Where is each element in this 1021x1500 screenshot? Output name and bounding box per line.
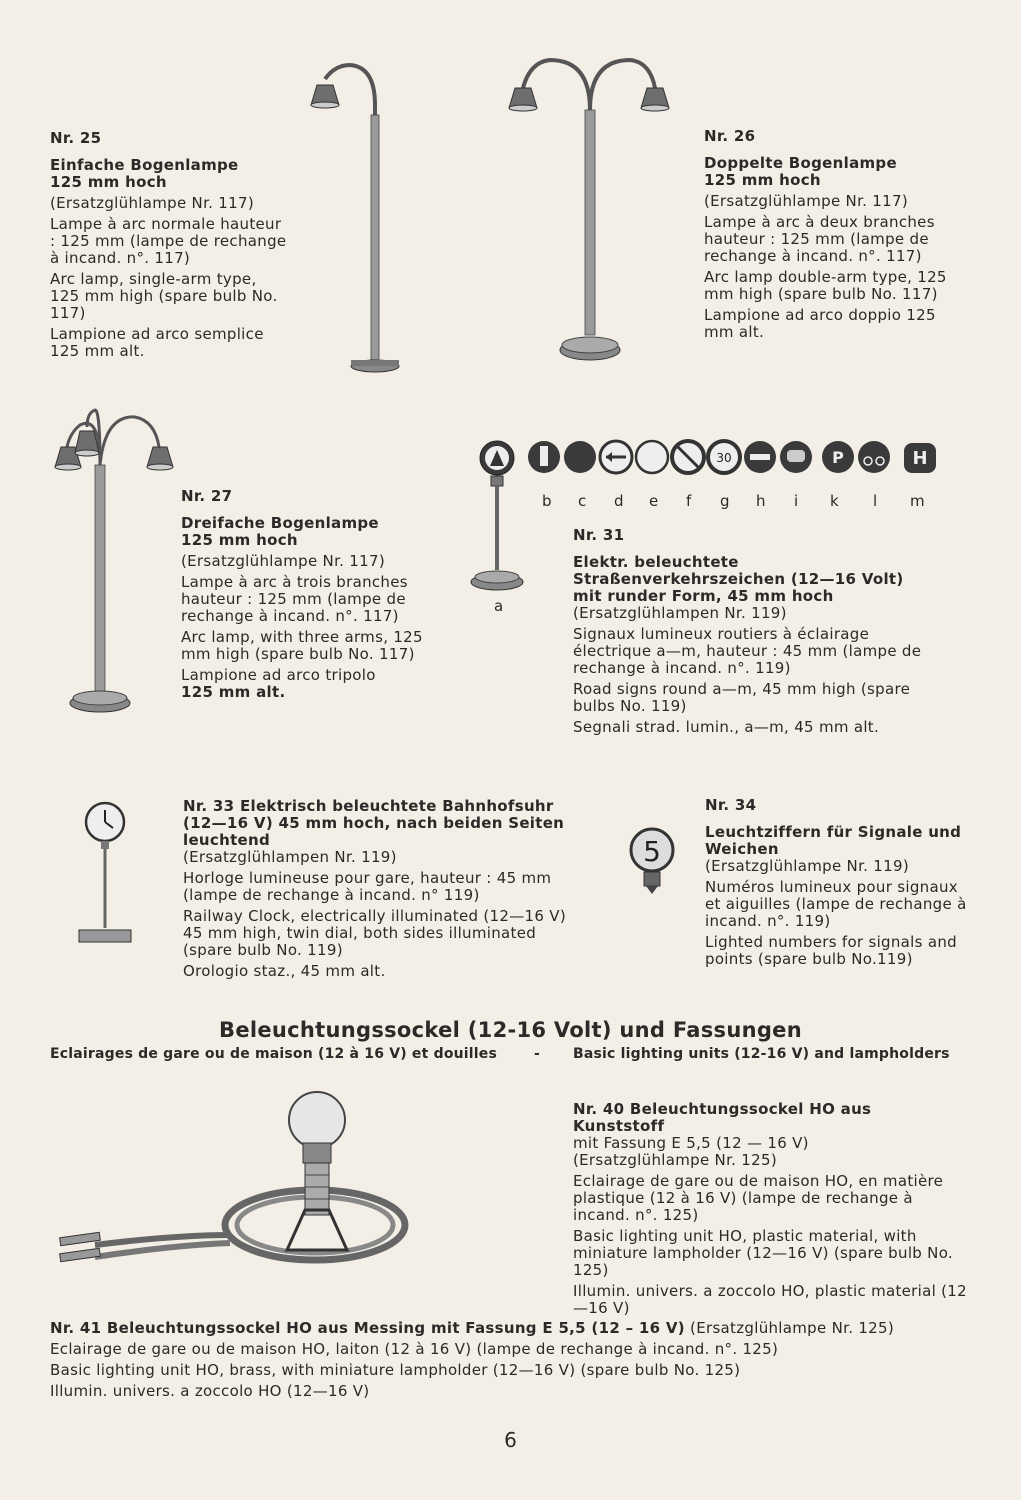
sign-l-icon (858, 441, 890, 473)
svg-text:30: 30 (716, 451, 732, 465)
sign-letter: c (578, 492, 587, 510)
product-title: Doppelte Bogenlampe (704, 154, 897, 172)
product-nr41 (50, 1318, 950, 1402)
lighting-unit-illustration (55, 1085, 415, 1285)
product-height: 125 mm hoch (181, 531, 298, 549)
station-clock-illustration (75, 800, 145, 950)
sign-h-icon (744, 441, 776, 473)
sign-i-icon (780, 441, 812, 473)
product-nr34 (705, 797, 975, 972)
product-title (183, 798, 583, 849)
description-fr: Signaux lumineux routiers à éclairage électrique a—m, hauteur : 45 mm (lampe de rechange à incand. n°. 119) (573, 625, 922, 677)
sign-letter: k (830, 492, 839, 510)
description-fr: Lampe à arc à trois branches hauteur : 125 mm (lampe de rechange à incand. n°. 117) (181, 573, 408, 625)
product-nr40 (573, 1101, 968, 1321)
product-nr31 (573, 527, 933, 740)
product-title-line (50, 1318, 950, 1339)
product-title: Dreifache Bogenlampe (181, 514, 379, 532)
product-height: 125 mm hoch (704, 171, 821, 189)
lighted-number-illustration (628, 822, 678, 902)
product-number: Nr. 33 (183, 797, 235, 815)
svg-text:H: H (912, 448, 928, 469)
description-en: Arc lamp, single-arm type, 125 mm high (spare bulb No. 117) (50, 270, 278, 322)
description-fr: Lampe à arc normale hauteur : 125 mm (lampe de rechange à incand. n°. 117) (50, 215, 287, 267)
spare-bulb-note: (Ersatzglühlampe Nr. 117) (50, 194, 254, 212)
product-subtitle: mit Fassung E 5,5 (12 — 16 V) (573, 1134, 809, 1152)
product-title: Einfache Bogenlampe (50, 156, 239, 174)
svg-text:5: 5 (643, 835, 661, 868)
sign-letter: b (542, 492, 552, 510)
page-number: 6 (504, 1428, 517, 1452)
sign-c-icon (564, 441, 596, 473)
description-it-height: 125 mm alt. (181, 683, 286, 701)
description-fr: Eclairage de gare ou de maison HO, laiton (12 à 16 V) (lampe de rechange à incand. n°. 125) (50, 1340, 779, 1358)
spare-bulb-note: (Ersatzglühlampe Nr. 117) (181, 552, 385, 570)
product-nr27 (181, 488, 441, 701)
description-it: Lampione ad arco tripolo (181, 666, 376, 684)
description-fr: Lampe à arc à deux branches hauteur : 125 mm (lampe de rechange à incand. n°. 117) (704, 213, 935, 265)
section-subheading-fr: Eclairages de gare ou de maison (12 à 16 V) et douilles (50, 1046, 498, 1062)
description-it: Orologio staz., 45 mm alt. (183, 962, 386, 980)
product-nr25 (50, 130, 290, 364)
description-en: Basic lighting unit HO, plastic material, with miniature lampholder (12—16 V) (spare bulb No. 125) (573, 1227, 953, 1279)
description-it: Illumin. univers. a zoccolo HO, plastic material (12—16 V) (573, 1282, 967, 1317)
spare-bulb-note: (Ersatzglühlampen Nr. 119) (573, 604, 787, 622)
spare-bulb-note: (Ersatzglühlampe Nr. 125) (690, 1319, 895, 1337)
description-it: Segnali strad. lumin., a—m, 45 mm alt. (573, 718, 880, 736)
product-title-text: Elektrisch beleuchtete Bahnhofsuhr (12—16 V) 45 mm hoch, nach beiden Seiten leuchtend (183, 797, 565, 849)
sign-k-icon (822, 441, 854, 473)
sign-label-a: a (494, 597, 504, 615)
sign-letter: e (649, 492, 659, 510)
sign-letter: m (910, 492, 925, 510)
product-height: 125 mm hoch (50, 173, 167, 191)
sign-d-icon (600, 441, 632, 473)
description-it: Lampione ad arco semplice 125 mm alt. (50, 325, 264, 360)
spare-bulb-note: (Ersatzglühlampe Nr. 119) (705, 857, 909, 875)
description-en: Arc lamp double-arm type, 125 mm high (spare bulb No. 117) (704, 268, 947, 303)
sign-letter: g (720, 492, 730, 510)
sign-m-icon (904, 443, 936, 473)
description-it: Illumin. univers. a zoccolo HO (12—16 V) (50, 1382, 370, 1400)
product-number: Nr. 27 (181, 487, 233, 505)
sign-letter: l (873, 492, 878, 510)
product-title: Nr. 41 Beleuchtungssockel HO aus Messing mit Fassung E 5,5 (12 – 16 V) (50, 1319, 685, 1337)
description-it: Lampione ad arco doppio 125 mm alt. (704, 306, 936, 341)
sign-f-icon (672, 441, 704, 473)
section-subheading-separator: - (534, 1046, 541, 1062)
description-en: Lighted numbers for signals and points (spare bulb No.119) (705, 933, 957, 968)
product-nr26 (704, 128, 954, 345)
section-heading: Beleuchtungssockel (12-16 Volt) und Fassungen (219, 1018, 802, 1042)
product-nr33 (183, 798, 583, 984)
product-title: Leuchtziffern für Signale und Weichen (705, 823, 962, 858)
sign-letter: h (756, 492, 766, 510)
product-number: Nr. 26 (704, 127, 756, 145)
description-fr: Eclairage de gare ou de maison HO, en matière plastique (12 à 16 V) (lampe de rechange à incand. n°. 125) (573, 1172, 944, 1224)
double-arc-lamp-illustration (505, 50, 675, 370)
section-subheading-en: Basic lighting units (12-16 V) and lampholders (573, 1046, 950, 1062)
description-fr: Numéros lumineux pour signaux et aiguilles (lampe de rechange à incand. n°. 119) (705, 878, 967, 930)
sign-letter: d (614, 492, 624, 510)
description-fr: Horloge lumineuse pour gare, hauteur : 45 mm (lampe de rechange à incand. n° 119) (183, 869, 552, 904)
product-title: Elektr. beleuchtete Straßenverkehrszeichen (12—16 Volt) mit runder Form, 45 mm hoch (573, 553, 904, 605)
svg-text:P: P (832, 448, 844, 467)
triple-arc-lamp-illustration (55, 405, 185, 715)
single-arc-lamp-illustration (295, 55, 405, 375)
sign-letter: f (686, 492, 692, 510)
product-number: Nr. 31 (573, 526, 625, 544)
road-sign-row (528, 438, 948, 478)
description-en: Arc lamp, with three arms, 125 mm high (spare bulb No. 117) (181, 628, 423, 663)
spare-bulb-note: (Ersatzglühlampe Nr. 117) (704, 192, 908, 210)
spare-bulb-note: (Ersatzglühlampe Nr. 125) (573, 1151, 777, 1169)
product-number: Nr. 25 (50, 129, 102, 147)
spare-bulb-note: (Ersatzglühlampen Nr. 119) (183, 848, 397, 866)
sign-letter: i (794, 492, 799, 510)
description-en: Railway Clock, electrically illuminated (12—16 V) 45 mm high, twin dial, both sides illuminated (spare bulb No. 119) (183, 907, 567, 959)
description-en: Basic lighting unit HO, brass, with miniature lampholder (12—16 V) (spare bulb No. 125) (50, 1361, 741, 1379)
description-en: Road signs round a—m, 45 mm high (spare bulbs No. 119) (573, 680, 911, 715)
product-number: Nr. 34 (705, 796, 757, 814)
sign-g-icon (708, 441, 740, 473)
product-title: Nr. 40 Beleuchtungssockel HO aus Kunststoff (573, 1100, 872, 1135)
sign-b-icon (528, 441, 560, 473)
sign-e-icon (636, 441, 668, 473)
